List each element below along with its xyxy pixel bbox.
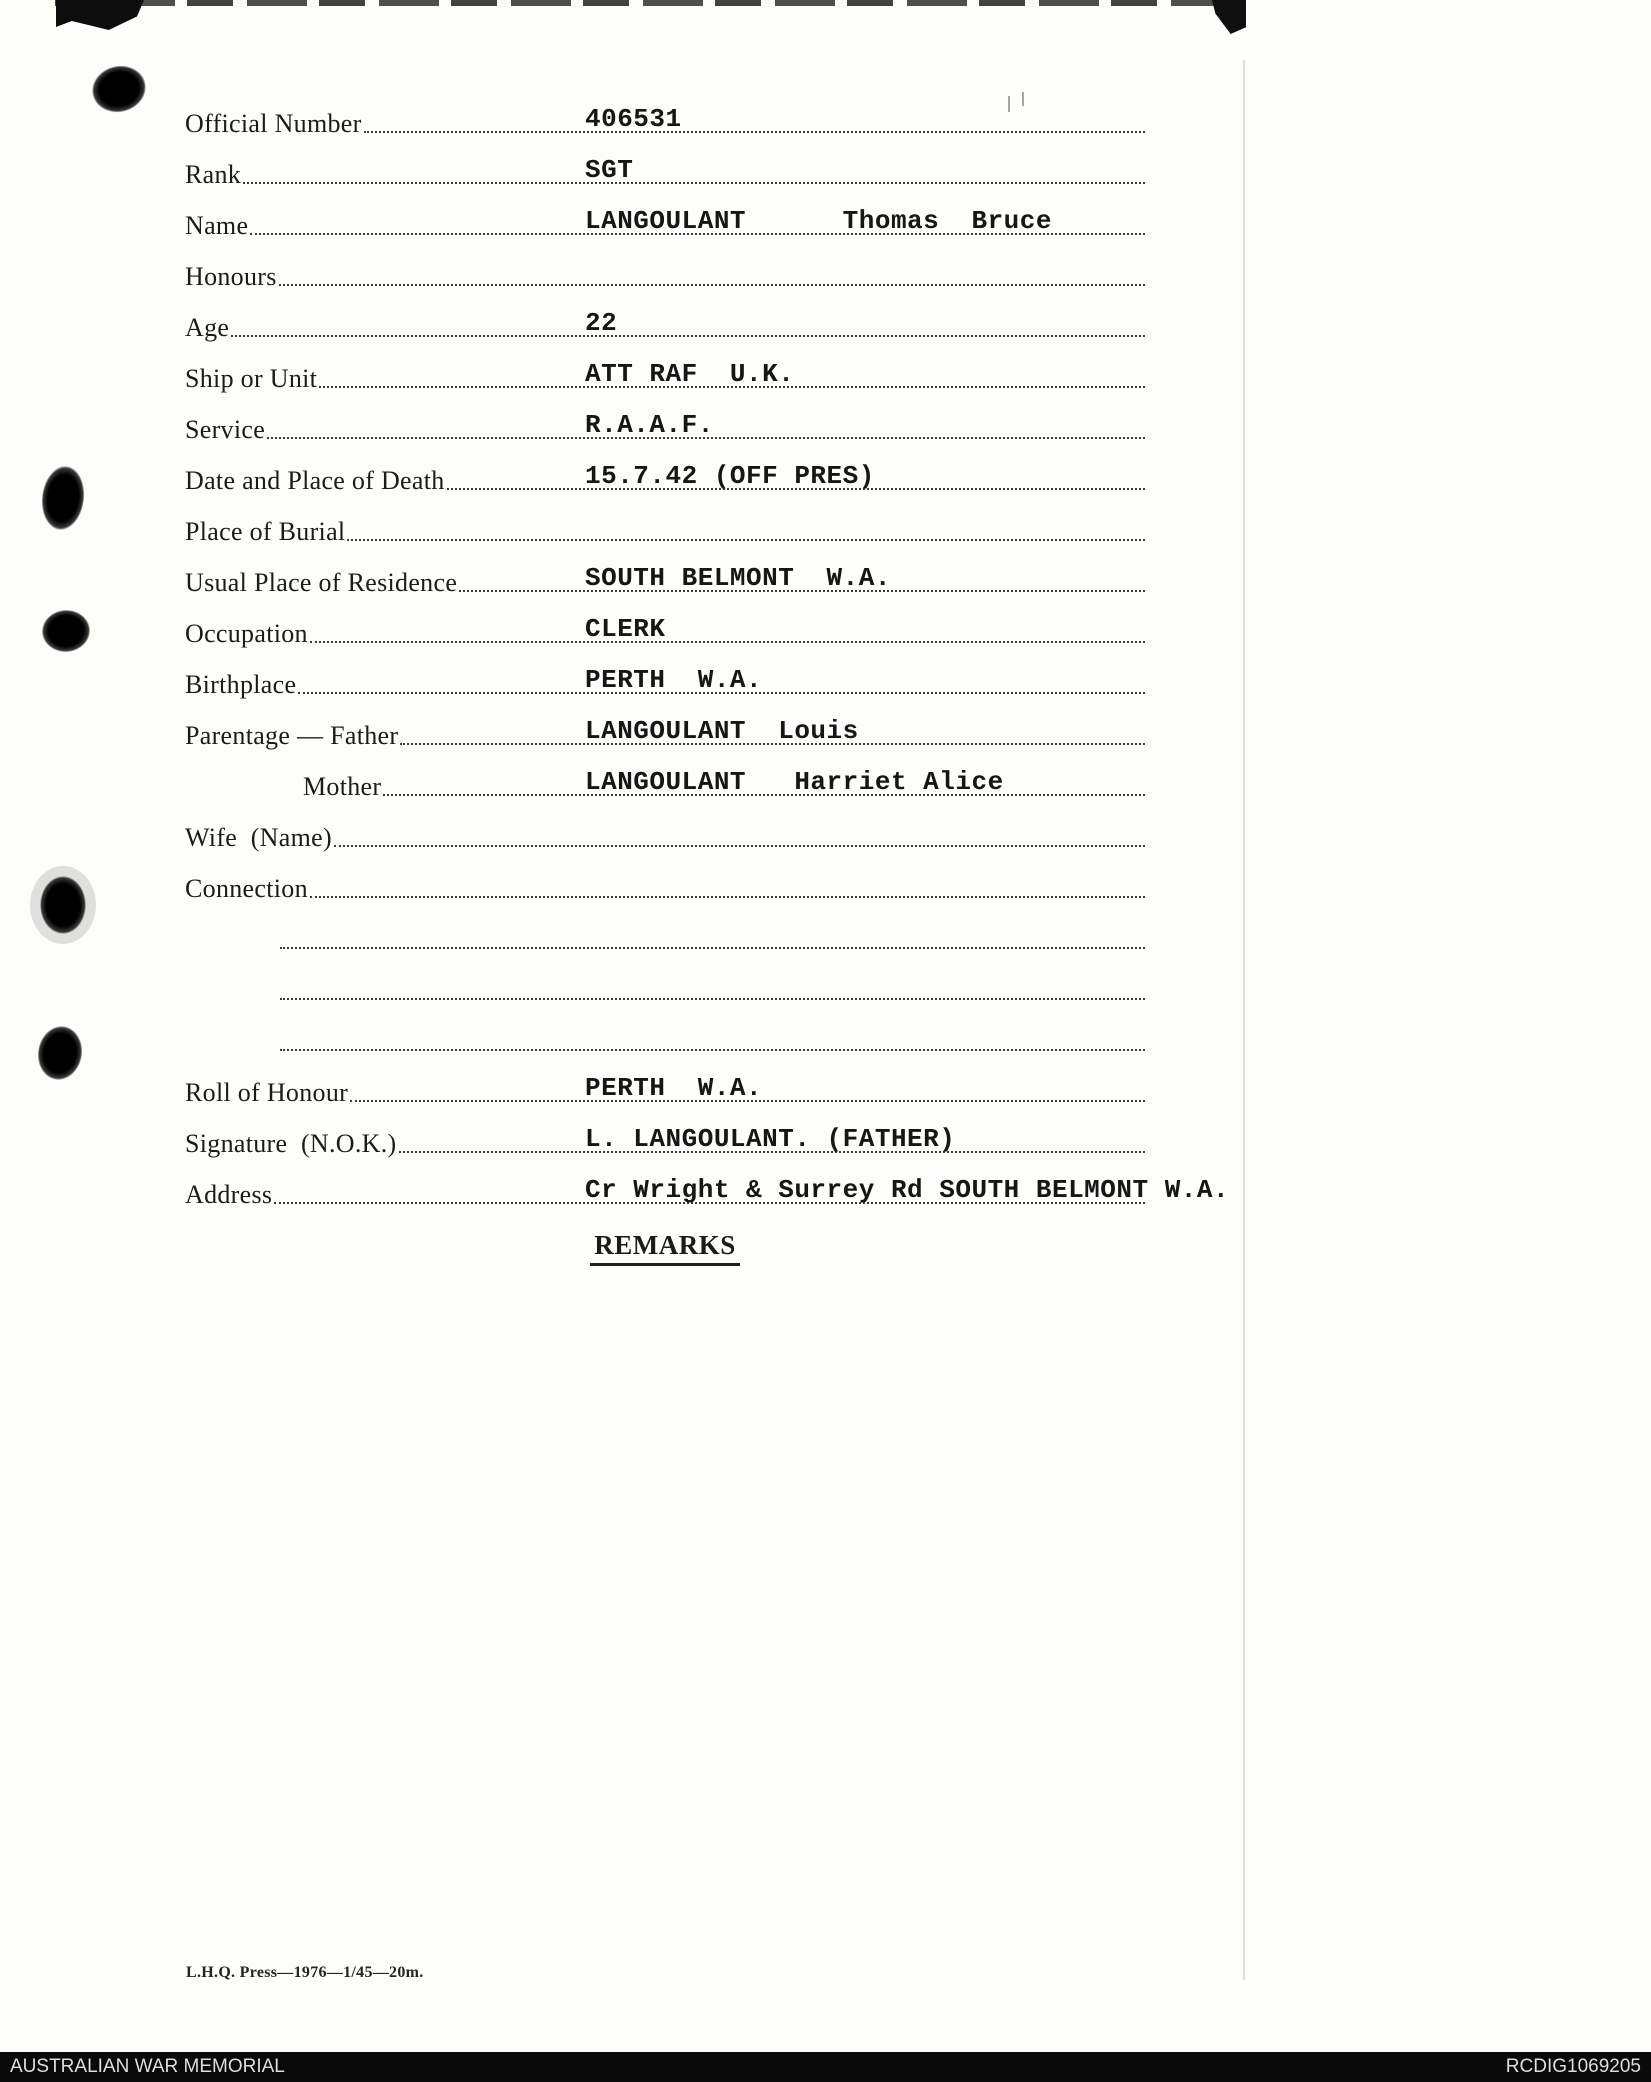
field-value: Cr Wright & Surrey Rd SOUTH BELMONT W.A. [585, 1175, 1230, 1205]
field-value: 22 [585, 308, 618, 338]
field-row-address [185, 1175, 1230, 1210]
archive-status-bar [0, 2052, 1651, 2082]
field-label: Honours [185, 262, 277, 291]
dotted-leader [243, 182, 1145, 184]
field-row-age [185, 308, 1145, 343]
field-row-place-of-burial [185, 516, 1145, 547]
dotted-leader [310, 641, 1145, 643]
field-row-official-number [185, 104, 1145, 139]
field-label: Wife (Name) [185, 823, 332, 852]
dotted-leader [310, 896, 1145, 898]
field-label: Date and Place of Death [185, 466, 445, 495]
field-label: Usual Place of Residence [185, 568, 458, 597]
field-value: CLERK [585, 614, 666, 644]
field-row-name [185, 206, 1145, 241]
field-label: Occupation [185, 619, 308, 648]
punch-hole-mark [87, 60, 151, 118]
remarks-section [185, 1230, 1145, 1266]
blank-continuation-row [185, 1026, 1145, 1057]
scan-tear-corner-mark [56, 0, 144, 30]
field-label: Age [185, 313, 230, 342]
field-row-date-place-of-death [185, 461, 1145, 496]
dotted-leader [279, 284, 1145, 286]
field-row-rank [185, 155, 1145, 190]
field-row-service [185, 410, 1145, 445]
field-label: Connection [185, 874, 308, 903]
field-value: SGT [585, 155, 634, 185]
punch-hole-mark [41, 608, 92, 653]
field-label: Address [185, 1180, 273, 1209]
archive-source-label: AUSTRALIAN WAR MEMORIAL [10, 2056, 285, 2077]
remarks-heading: REMARKS [590, 1230, 740, 1266]
field-label: Signature (N.O.K.) [185, 1129, 397, 1158]
field-value: 406531 [585, 104, 682, 134]
field-label: Mother [303, 772, 382, 801]
blank-continuation-row [185, 975, 1145, 1006]
dotted-leader [280, 1049, 1145, 1051]
field-label: Birthplace [185, 670, 297, 699]
field-value: LANGOULANT Thomas Bruce [585, 206, 1052, 236]
field-label: Ship or Unit [185, 364, 318, 393]
field-label: Rank [185, 160, 242, 189]
field-row-birthplace [185, 665, 1145, 700]
blank-continuation-row [185, 924, 1145, 955]
field-row-mother [185, 767, 1145, 802]
field-value: SOUTH BELMONT W.A. [585, 563, 891, 593]
field-row-signature-nok [185, 1124, 1145, 1159]
dotted-leader [347, 539, 1145, 541]
page-edge-line [1243, 60, 1245, 1980]
field-row-usual-residence [185, 563, 1145, 598]
field-row-honours [185, 261, 1145, 292]
scan-tear-corner-mark [1212, 0, 1246, 34]
field-label: Roll of Honour [185, 1078, 349, 1107]
record-card-form [185, 104, 1230, 1266]
field-label: Official Number [185, 109, 362, 138]
dotted-leader [364, 131, 1145, 133]
field-label: Service [185, 415, 266, 444]
archive-record-id: RCDIG1069205 [1505, 2056, 1641, 2077]
dotted-leader [334, 845, 1145, 847]
scan-tear-mark [55, 0, 1245, 6]
printers-imprint: L.H.Q. Press—1976—1/45—20m. [186, 1964, 424, 1981]
punch-hole-mark [34, 1023, 87, 1084]
field-label: Name [185, 211, 249, 240]
field-value: PERTH W.A. [585, 665, 763, 695]
field-value: PERTH W.A. [585, 1073, 763, 1103]
dotted-leader [280, 998, 1145, 1000]
punch-hole-mark [38, 464, 87, 533]
punch-hole-mark [40, 876, 86, 934]
field-value: 15.7.42 (OFF PRES) [585, 461, 875, 491]
stray-pencil-mark [1022, 92, 1024, 106]
field-label: Parentage — Father [185, 721, 399, 750]
field-label: Place of Burial [185, 517, 346, 546]
field-row-connection [185, 873, 1145, 904]
field-row-wife [185, 822, 1145, 853]
dotted-leader [280, 947, 1145, 949]
field-value: R.A.A.F. [585, 410, 714, 440]
field-value: L. LANGOULANT. (FATHER) [585, 1124, 956, 1154]
field-value: ATT RAF U.K. [585, 359, 795, 389]
field-value: LANGOULANT Harriet Alice [585, 767, 1004, 797]
field-row-roll-of-honour [185, 1073, 1145, 1108]
field-row-father [185, 716, 1145, 751]
field-value: LANGOULANT Louis [585, 716, 859, 746]
dotted-leader [231, 335, 1145, 337]
field-row-occupation [185, 614, 1145, 649]
field-row-ship-or-unit [185, 359, 1145, 394]
